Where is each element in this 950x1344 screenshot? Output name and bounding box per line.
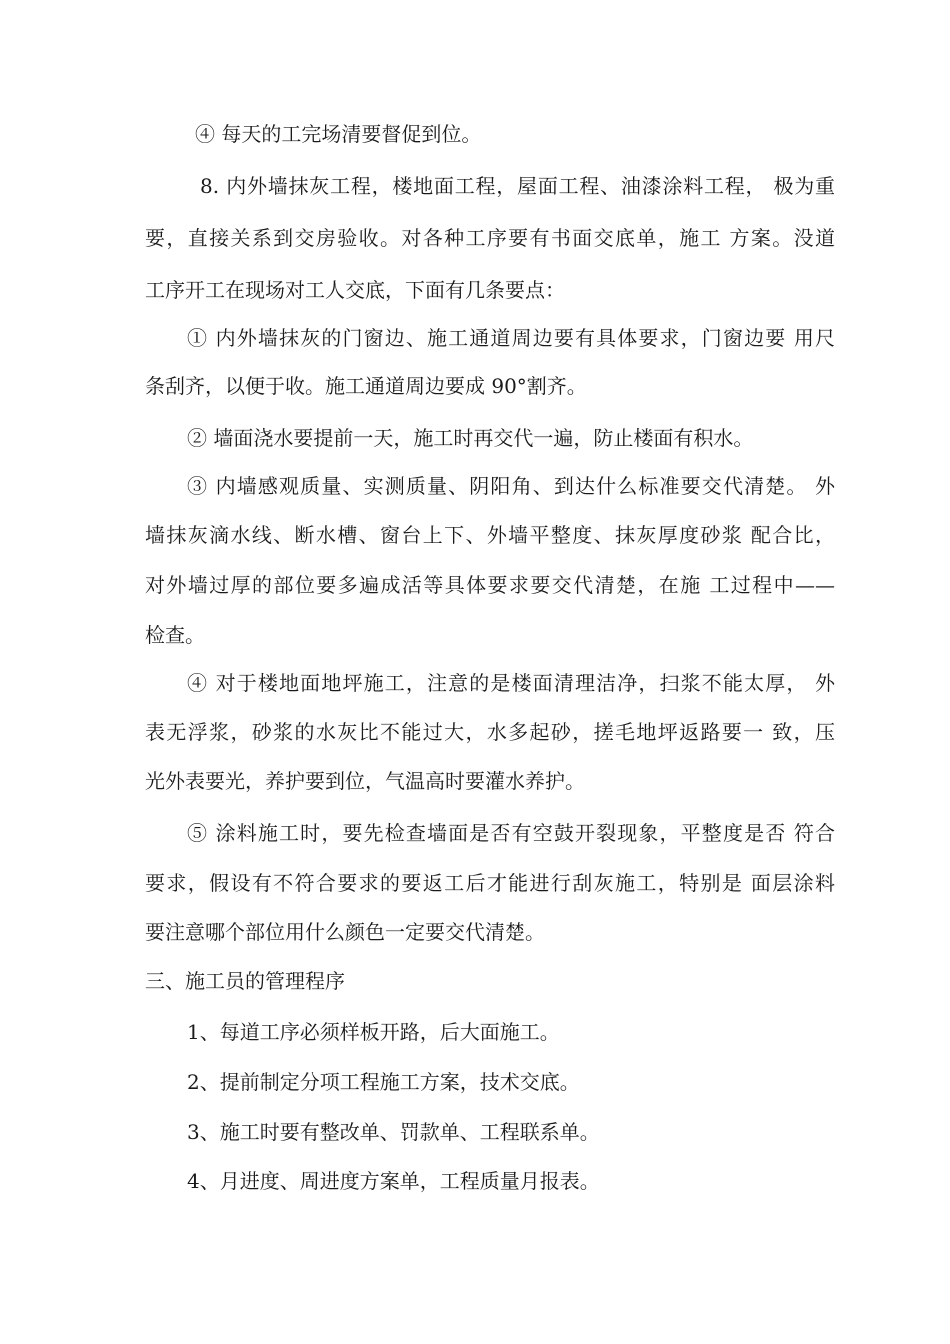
- paragraph-line: 条刮齐，以便于收。施工通道周边要成 90°割齐。: [145, 374, 587, 398]
- paragraph-line: 要求，假设有不符合要求的要返工后才能进行刮灰施工，特别是 面层涂料: [145, 871, 835, 895]
- paragraph-line: ① 内外墙抹灰的门窗边、施工通道周边要有具体要求，门窗边要 用尺: [187, 326, 835, 350]
- paragraph-line: 对外墙过厚的部位要多遍成活等具体要求要交代清楚，在施 工过程中——: [145, 573, 835, 597]
- paragraph-line: 要注意哪个部位用什么颜色一定要交代清楚。: [145, 920, 545, 944]
- paragraph-line: ④ 对于楼地面地坪施工，注意的是楼面清理洁净，扫浆不能太厚， 外: [187, 671, 835, 695]
- paragraph-line: ④ 每天的工完场清要督促到位。: [195, 122, 482, 146]
- paragraph-line: 8. 内外墙抹灰工程，楼地面工程，屋面工程、油漆涂料工程， 极为重: [200, 174, 835, 198]
- list-item: 4、月进度、周进度方案单，工程质量月报表。: [187, 1169, 600, 1193]
- paragraph-line: 墙抹灰滴水线、断水槽、窗台上下、外墙平整度、抹灰厚度砂浆 配合比，: [145, 523, 835, 547]
- list-item: 1、每道工序必须样板开路，后大面施工。: [187, 1020, 560, 1044]
- paragraph-line: ② 墙面浇水要提前一天，施工时再交代一遍，防止楼面有积水。: [187, 426, 754, 450]
- paragraph-line: ③ 内墙感观质量、实测质量、阴阳角、到达什么标准要交代清楚。 外: [187, 474, 835, 498]
- paragraph-line: 要，直接关系到交房验收。对各种工序要有书面交底单，施工 方案。没道: [145, 226, 835, 250]
- paragraph-line: 检查。: [145, 623, 205, 647]
- paragraph-line: 工序开工在现场对工人交底，下面有几条要点：: [145, 278, 565, 302]
- paragraph-line: 光外表要光，养护要到位，气温高时要灌水养护。: [145, 769, 585, 793]
- list-item: 3、施工时要有整改单、罚款单、工程联系单。: [187, 1120, 600, 1144]
- section-heading: 三、施工员的管理程序: [145, 969, 345, 993]
- list-item: 2、提前制定分项工程施工方案，技术交底。: [187, 1070, 580, 1094]
- paragraph-line: ⑤ 涂料施工时，要先检查墙面是否有空鼓开裂现象，平整度是否 符合: [187, 821, 835, 845]
- paragraph-line: 表无浮浆，砂浆的水灰比不能过大，水多起砂，搓毛地坪返路要一 致，压: [145, 720, 835, 744]
